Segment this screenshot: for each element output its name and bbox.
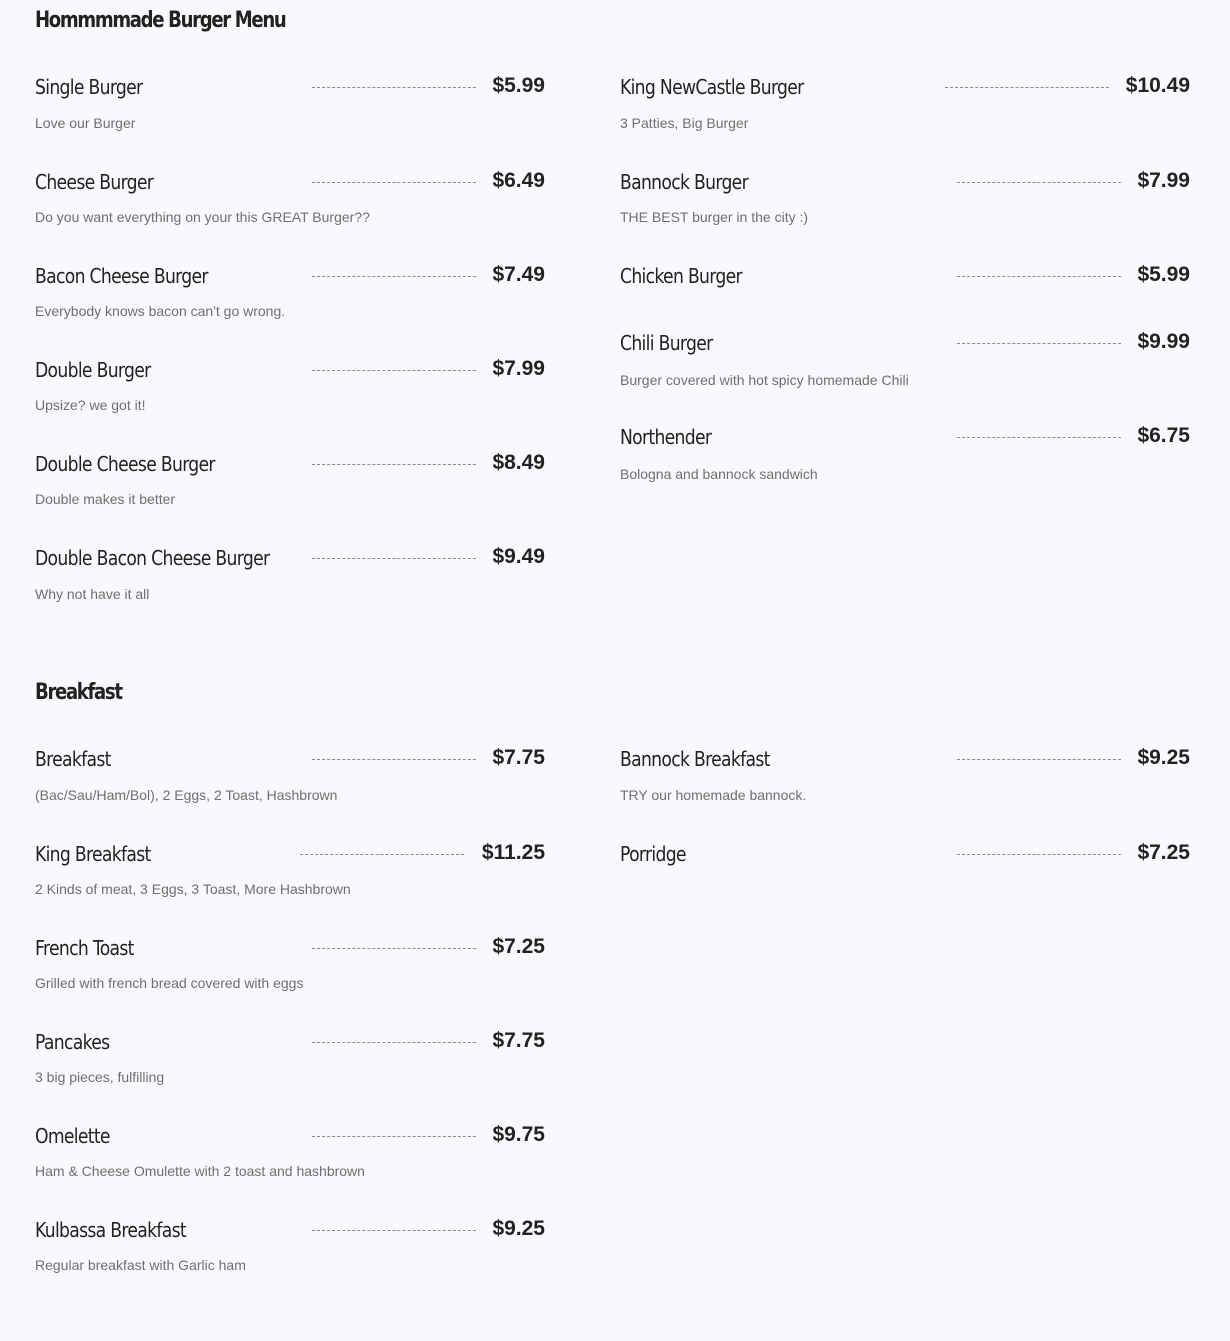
- item-price: $7.25: [1137, 841, 1190, 864]
- dotted-leader: [312, 1136, 476, 1137]
- item-price: $7.49: [492, 263, 545, 286]
- menu-item: [35, 842, 545, 922]
- item-description: Love our Burger: [35, 115, 136, 131]
- menu-item: [35, 936, 545, 1016]
- item-name: Bacon Cheese Burger: [35, 264, 208, 288]
- menu-item: [35, 747, 545, 827]
- item-price: $5.99: [1137, 263, 1190, 286]
- item-name: Double Burger: [35, 358, 151, 382]
- item-description: Why not have it all: [35, 586, 150, 602]
- item-description: Ham & Cheese Omulette with 2 toast and hashbrown: [35, 1163, 365, 1179]
- dotted-leader: [957, 854, 1121, 855]
- dotted-leader: [957, 182, 1121, 183]
- item-description: Do you want everything on your this GREAT Burger??: [35, 209, 370, 225]
- item-name: Chili Burger: [620, 331, 713, 355]
- dotted-leader: [312, 1230, 476, 1231]
- dotted-leader: [312, 464, 476, 465]
- item-description: TRY our homemade bannock.: [620, 787, 807, 803]
- dotted-leader: [945, 87, 1109, 88]
- item-name: Chicken Burger: [620, 264, 742, 288]
- item-description: Double makes it better: [35, 491, 176, 507]
- item-price: $9.25: [492, 1217, 545, 1240]
- dotted-leader: [312, 1042, 476, 1043]
- item-name: King NewCastle Burger: [620, 75, 804, 99]
- item-name: Double Cheese Burger: [35, 452, 215, 476]
- item-description: Regular breakfast with Garlic ham: [35, 1257, 246, 1273]
- item-price: $7.75: [492, 1029, 545, 1052]
- menu-item: [35, 546, 545, 626]
- menu-item: [35, 75, 545, 155]
- menu-item: [35, 264, 545, 344]
- item-name: Northender: [620, 425, 712, 449]
- item-name: Double Bacon Cheese Burger: [35, 546, 270, 570]
- item-price: $8.49: [492, 451, 545, 474]
- item-description: 3 Patties, Big Burger: [620, 115, 749, 131]
- item-price: $10.49: [1125, 74, 1190, 97]
- menu-item: [35, 358, 545, 438]
- menu-item: [35, 1030, 545, 1110]
- dotted-leader: [312, 948, 476, 949]
- item-price: $9.75: [492, 1123, 545, 1146]
- dotted-leader: [312, 87, 476, 88]
- dotted-leader: [312, 759, 476, 760]
- item-price: $7.25: [492, 935, 545, 958]
- item-name: Single Burger: [35, 75, 143, 99]
- dotted-leader: [312, 276, 476, 277]
- item-name: Porridge: [620, 842, 686, 866]
- item-name: Kulbassa Breakfast: [35, 1218, 186, 1242]
- item-description: Burger covered with hot spicy homemade Chili: [620, 372, 909, 388]
- dotted-leader: [957, 343, 1121, 344]
- item-description: Upsize? we got it!: [35, 397, 146, 413]
- item-price: $9.49: [492, 545, 545, 568]
- menu-item: [35, 170, 545, 250]
- item-description: (Bac/Sau/Ham/Bol), 2 Eggs, 2 Toast, Hashbrown: [35, 787, 338, 803]
- item-price: $9.25: [1137, 746, 1190, 769]
- item-price: $7.99: [1137, 169, 1190, 192]
- item-price: $6.49: [492, 169, 545, 192]
- item-name: Omelette: [35, 1124, 110, 1148]
- item-price: $6.75: [1137, 424, 1190, 447]
- dotted-leader: [312, 370, 476, 371]
- item-name: King Breakfast: [35, 842, 151, 866]
- item-description: 3 big pieces, fulfilling: [35, 1069, 165, 1085]
- dotted-leader: [312, 558, 476, 559]
- item-name: Pancakes: [35, 1030, 110, 1054]
- menu-item: [620, 331, 1190, 411]
- item-name: Breakfast: [35, 747, 111, 771]
- menu-item: [35, 452, 545, 532]
- item-description: 2 Kinds of meat, 3 Eggs, 3 Toast, More Hashbrown: [35, 881, 351, 897]
- dotted-leader: [300, 854, 464, 855]
- item-price: $11.25: [481, 841, 545, 864]
- menu-item: [35, 1218, 545, 1298]
- item-description: Grilled with french bread covered with eggs: [35, 975, 304, 991]
- item-name: Bannock Burger: [620, 170, 748, 194]
- item-name: Cheese Burger: [35, 170, 154, 194]
- item-price: $9.99: [1137, 330, 1190, 353]
- item-price: $7.99: [492, 357, 545, 380]
- menu-item: [620, 747, 1190, 827]
- dotted-leader: [957, 437, 1121, 438]
- dotted-leader: [312, 182, 476, 183]
- menu-item: [620, 425, 1190, 505]
- section-title: Breakfast: [35, 680, 122, 705]
- dotted-leader: [957, 276, 1121, 277]
- item-price: $7.75: [492, 746, 545, 769]
- item-price: $5.99: [492, 74, 545, 97]
- menu-item: [35, 1124, 545, 1204]
- menu-item: [620, 842, 1190, 922]
- item-description: Everybody knows bacon can't go wrong.: [35, 303, 286, 319]
- menu-item: [620, 170, 1190, 250]
- menu-item: [620, 75, 1190, 155]
- item-name: French Toast: [35, 936, 134, 960]
- section-title: Hommmmade Burger Menu: [35, 8, 286, 33]
- item-description: THE BEST burger in the city :): [620, 209, 809, 225]
- item-description: Bologna and bannock sandwich: [620, 466, 818, 482]
- dotted-leader: [957, 759, 1121, 760]
- item-name: Bannock Breakfast: [620, 747, 770, 771]
